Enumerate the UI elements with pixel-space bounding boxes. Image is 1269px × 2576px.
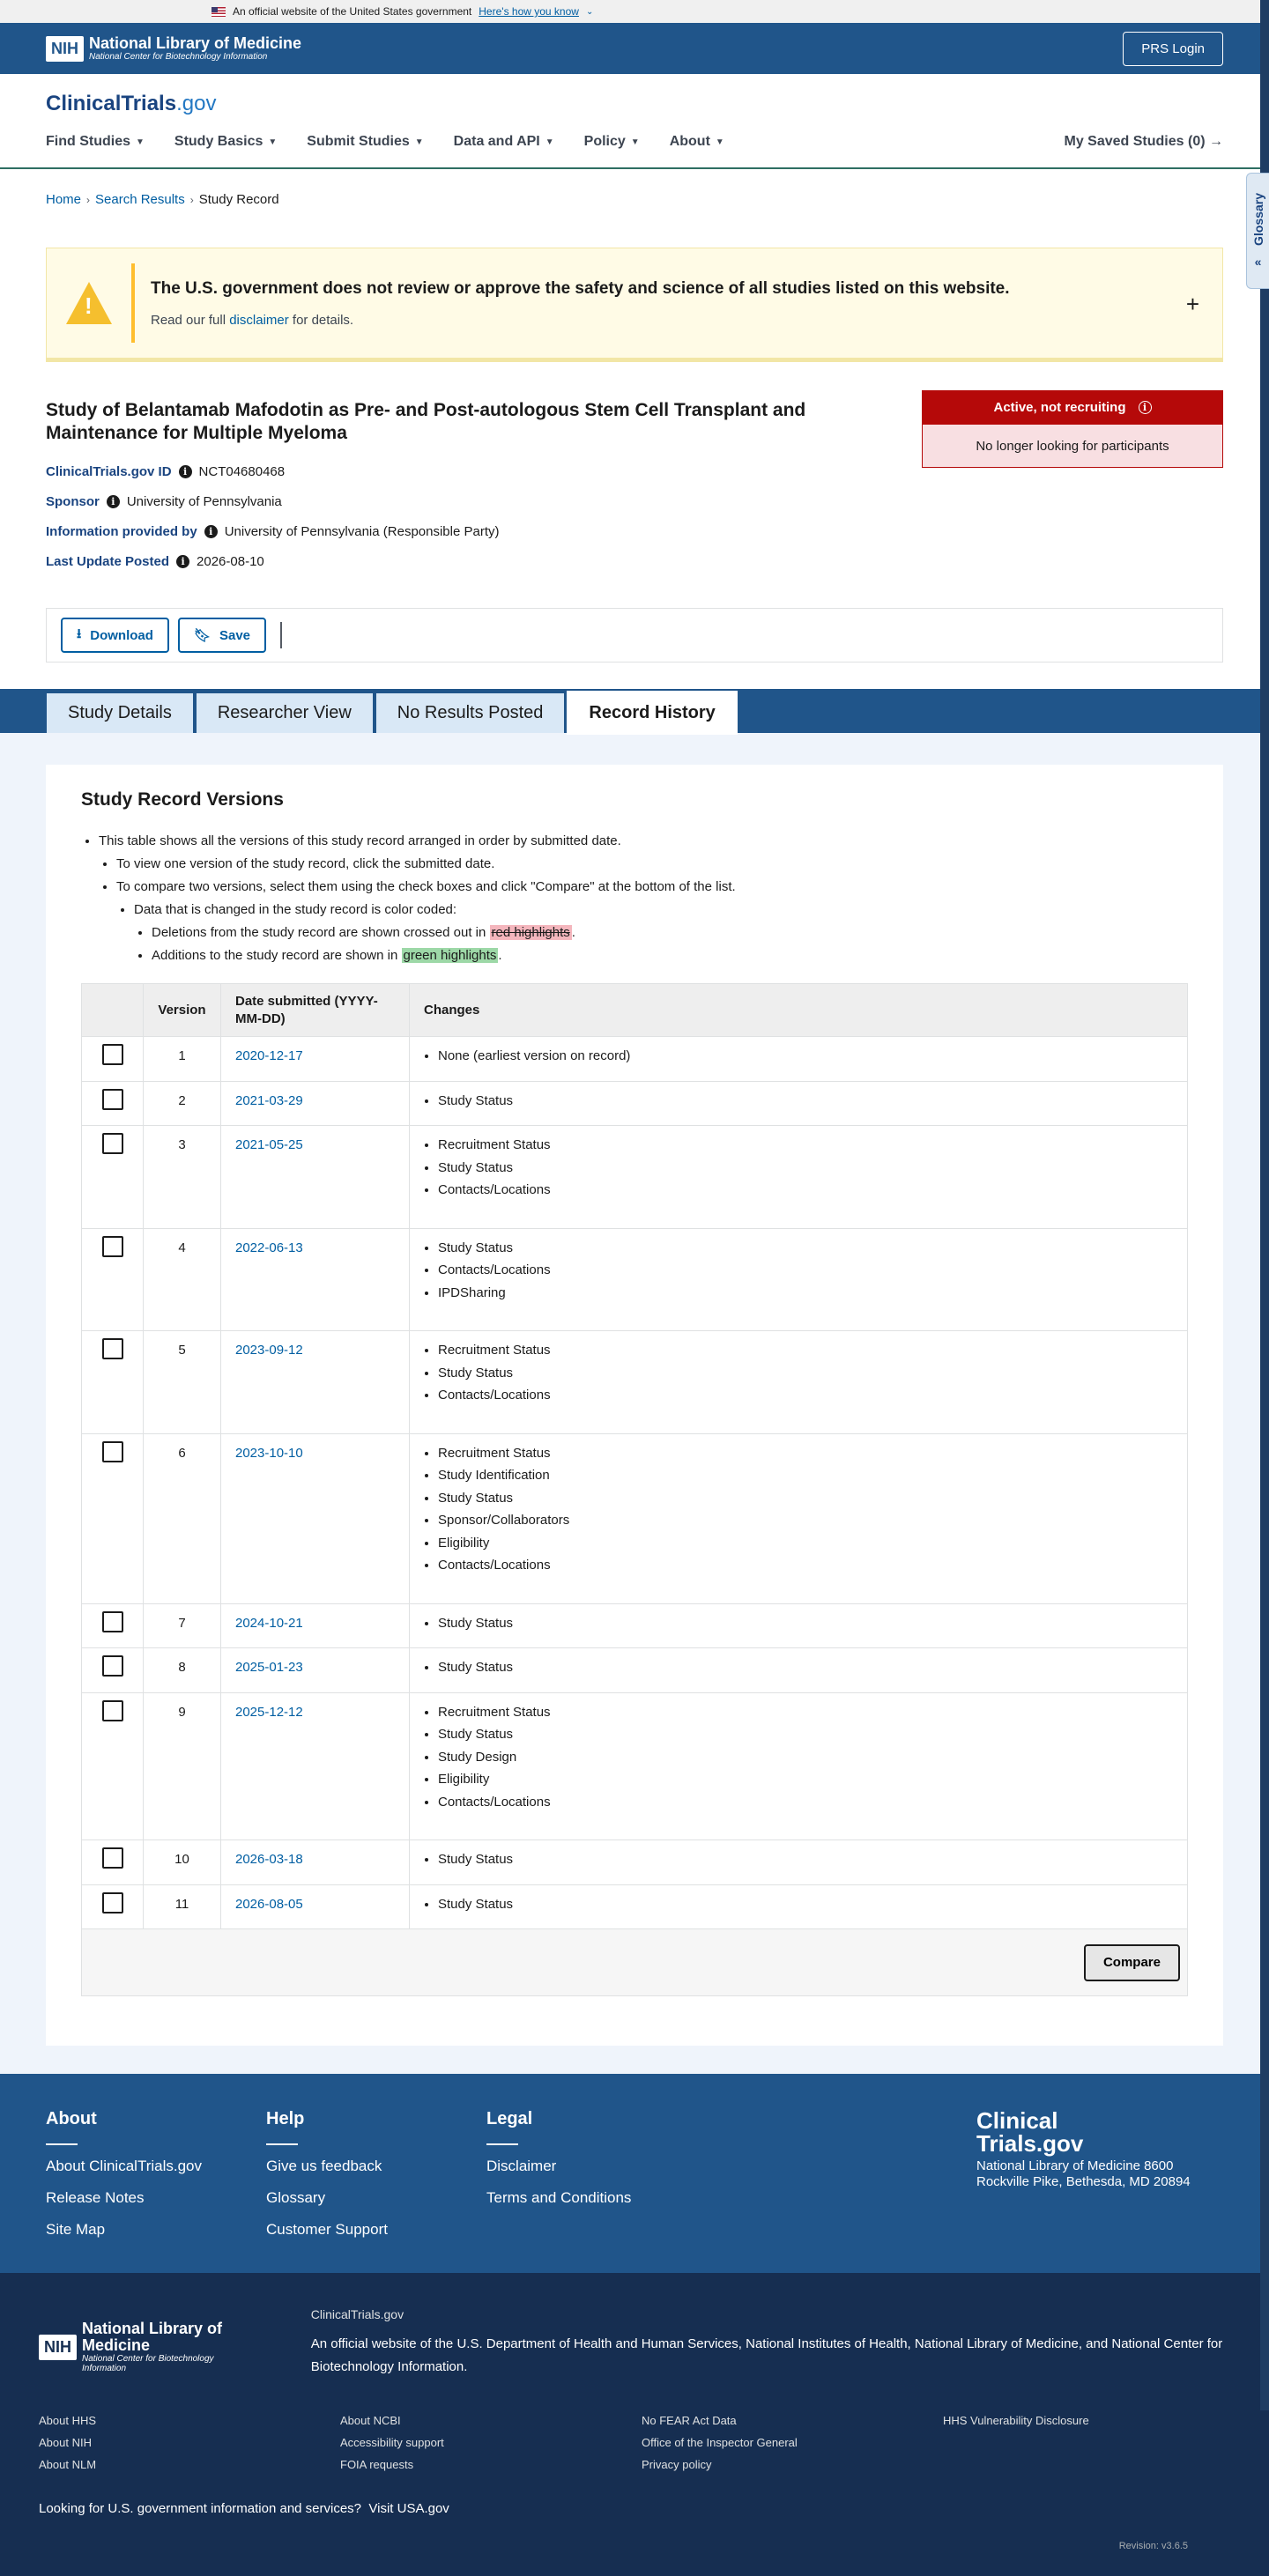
- recruitment-status: [922, 390, 1223, 569]
- change-item: • Contacts/Locations: [438, 1259, 1173, 1282]
- change-item: • Recruitment Status: [438, 1339, 1173, 1362]
- version-number: 1: [144, 1037, 221, 1082]
- clinicaltrials-logo[interactable]: [46, 74, 1223, 116]
- changes-cell: [410, 1884, 1188, 1929]
- footer-about: [46, 2109, 266, 2247]
- nav-label: Submit Studies: [307, 134, 410, 149]
- meta-sponsor: [46, 494, 839, 509]
- logo-main: ClinicalTrials: [46, 92, 177, 115]
- red-highlight-sample: red highlights: [491, 925, 570, 940]
- footer-logo-line: Clinical: [976, 2107, 1058, 2134]
- official-text: An official website of the: [310, 2336, 457, 2351]
- change-item: • Study Identification: [438, 1464, 1173, 1487]
- nav-label: About: [669, 134, 710, 149]
- footer-link[interactable]: Privacy policy: [642, 2458, 712, 2471]
- change-item: • Study Status: [438, 1723, 1173, 1746]
- footer-link[interactable]: About NLM: [39, 2458, 97, 2471]
- date-cell: [221, 1126, 410, 1229]
- alert-title: The U.S. government does not review or approve the safety and science of all studies listed on this website.: [151, 278, 1010, 298]
- table-row: [82, 1884, 1188, 1929]
- save-label: Save: [219, 627, 251, 643]
- nav-label: Data and API: [453, 134, 540, 149]
- status-subtext: No longer looking for participants: [922, 424, 1223, 468]
- nlm-logo[interactable]: [46, 35, 301, 62]
- saved-label: My Saved Studies (0): [1064, 134, 1206, 149]
- versions-heading: Study Record Versions: [81, 789, 284, 810]
- footer-link[interactable]: About NIH: [39, 2436, 92, 2449]
- breadcrumb-current: Study Record: [198, 192, 279, 207]
- nlm-title: National Library of Medicine: [82, 2320, 223, 2354]
- study-tabs: [0, 689, 1269, 733]
- tab-no-results-posted[interactable]: No Results Posted: [375, 692, 566, 733]
- footer-link[interactable]: About NCBI: [340, 2414, 401, 2427]
- note-item: • To view one version of the study record, click the submitted date.: [116, 853, 1188, 876]
- change-item: • Study Status: [438, 1487, 1173, 1510]
- change-item: • Eligibility: [438, 1532, 1173, 1555]
- note-item: [152, 922, 1188, 944]
- change-item: • Study Status: [438, 1090, 1173, 1113]
- row-checkbox[interactable]: [102, 1847, 123, 1869]
- row-select-cell: [82, 1126, 144, 1229]
- chevron-down-icon: ▼: [630, 137, 640, 147]
- date-cell: [221, 1081, 410, 1126]
- ncbi-link[interactable]: National Center for Biotechnology Information: [310, 2336, 1223, 2374]
- nlm-subtitle: National Center for Biotechnology Information: [89, 52, 268, 62]
- row-checkbox[interactable]: [102, 1611, 123, 1632]
- row-select-cell: [82, 1228, 144, 1331]
- changes-cell: [410, 1692, 1188, 1840]
- nih-link[interactable]: National Institutes of Health: [746, 2336, 908, 2351]
- changes-cell: [410, 1126, 1188, 1229]
- table-row: [82, 1331, 1188, 1434]
- change-item: • Sponsor/Collaborators: [438, 1509, 1173, 1532]
- changes-cell: [410, 1603, 1188, 1648]
- nav-submit-studies[interactable]: [307, 134, 423, 150]
- right-edge-strip: [1260, 0, 1269, 2410]
- row-select-cell: [82, 1433, 144, 1603]
- info-icon[interactable]: i: [107, 495, 120, 508]
- row-checkbox[interactable]: [102, 1044, 123, 1065]
- change-item: • Study Status: [438, 1157, 1173, 1180]
- table-row: [82, 1228, 1188, 1331]
- table-row: [82, 1692, 1188, 1840]
- revision-label: Revision: v3.6.5: [1118, 2541, 1188, 2551]
- nlm-footer: [0, 2273, 1269, 2576]
- version-number: 6: [144, 1433, 221, 1603]
- table-footer: [81, 1929, 1188, 1996]
- alert-text-after: for details.: [288, 312, 354, 328]
- breadcrumb-search-results[interactable]: Search Results: [95, 192, 185, 207]
- change-item: • Contacts/Locations: [438, 1384, 1173, 1407]
- row-select-cell: [82, 1692, 144, 1840]
- change-item: • Contacts/Locations: [438, 1554, 1173, 1577]
- alert-text-before: Read our full: [151, 312, 230, 328]
- row-checkbox[interactable]: [102, 1338, 123, 1359]
- table-row: [82, 1648, 1188, 1693]
- info-icon[interactable]: i: [176, 555, 189, 568]
- table-row: [82, 1603, 1188, 1648]
- date-cell: [221, 1648, 410, 1693]
- change-item: • Study Design: [438, 1746, 1173, 1769]
- gov-banner: [0, 0, 1269, 23]
- tab-record-history[interactable]: Record History: [567, 691, 737, 735]
- nlm-title: National Library of Medicine: [89, 34, 302, 52]
- row-select-cell: [82, 1884, 144, 1929]
- version-number: 7: [144, 1603, 221, 1648]
- change-item: • Contacts/Locations: [438, 1791, 1173, 1814]
- row-checkbox[interactable]: [102, 1892, 123, 1913]
- footer-link[interactable]: Disclaimer: [486, 2158, 557, 2174]
- table-row: [82, 1081, 1188, 1126]
- versions-table: [81, 983, 1188, 1929]
- changes-cell: [410, 1037, 1188, 1082]
- version-number: 3: [144, 1126, 221, 1229]
- site-footer: [0, 2074, 1269, 2273]
- footer-address: National Library of Medicine 8600 Rockville Pike, Bethesda, MD 20894: [976, 2158, 1191, 2189]
- chevron-down-icon: ▼: [414, 137, 424, 147]
- green-highlight-sample: green highlights: [403, 948, 497, 963]
- note-text: .: [498, 948, 502, 963]
- alert-text: [151, 313, 1010, 328]
- main-content: [0, 733, 1269, 2074]
- version-number: 9: [144, 1692, 221, 1840]
- save-button[interactable]: [178, 618, 266, 653]
- nlm-link[interactable]: National Library of Medicine: [914, 2336, 1079, 2351]
- breadcrumb: [0, 192, 1269, 207]
- change-item: • Eligibility: [438, 1768, 1173, 1791]
- footer-link[interactable]: HHS Vulnerability Disclosure: [943, 2414, 1089, 2427]
- status-label: Active, not recruiting: [993, 399, 1126, 415]
- disclaimer-link[interactable]: disclaimer: [229, 312, 289, 328]
- chevron-right-icon: ›: [189, 193, 194, 206]
- note-text: Deletions from the study record are shown crossed out in: [152, 925, 490, 940]
- nih-logo-icon: NIH: [39, 2335, 77, 2360]
- table-row: [82, 1037, 1188, 1082]
- info-icon[interactable]: i: [204, 525, 218, 538]
- nav-about[interactable]: [670, 134, 724, 150]
- change-item: • Study Status: [438, 1893, 1173, 1916]
- expand-plus-icon[interactable]: +: [1185, 291, 1199, 317]
- nav-label: Find Studies: [46, 134, 130, 149]
- footer-link[interactable]: FOIA requests: [340, 2458, 414, 2471]
- footer-link[interactable]: Glossary: [266, 2189, 326, 2206]
- change-item: • Study Status: [438, 1848, 1173, 1871]
- row-select-cell: [82, 1648, 144, 1693]
- row-checkbox[interactable]: [102, 1441, 123, 1462]
- meta-value: University of Pennsylvania (Responsible Party): [224, 524, 500, 539]
- usa-gov-line: [39, 2501, 1230, 2516]
- footer-link[interactable]: Site Map: [46, 2221, 106, 2238]
- changes-cell: [410, 1648, 1188, 1693]
- note-item: • Data that is changed in the study record is color coded:: [134, 899, 1188, 922]
- row-checkbox[interactable]: [102, 1700, 123, 1721]
- row-select-cell: [82, 1603, 144, 1648]
- table-row: [82, 1840, 1188, 1885]
- version-date-link[interactable]: 2025-12-12: [235, 1704, 303, 1720]
- changes-cell: [410, 1081, 1188, 1126]
- disclaimer-alert: [46, 248, 1223, 362]
- my-saved-studies-link[interactable]: [1065, 134, 1224, 150]
- versions-card: [46, 765, 1223, 2046]
- nav-label: Policy: [583, 134, 626, 149]
- chevron-down-icon: ▼: [545, 137, 554, 147]
- warning-icon: !: [66, 282, 112, 324]
- heres-how-you-know-link[interactable]: Here's how you know: [479, 5, 579, 18]
- download-button[interactable]: [61, 618, 169, 653]
- versions-table-body: [82, 1037, 1188, 1929]
- nlm-subtitle: National Center for Biotechnology Information: [82, 2354, 214, 2373]
- gov-banner-text: An official website of the United States government: [233, 5, 472, 18]
- tab-study-details[interactable]: Study Details: [46, 692, 194, 733]
- date-cell: [221, 1433, 410, 1603]
- nih-logo-icon: NIH: [46, 36, 84, 62]
- us-flag-icon: [212, 7, 226, 17]
- note-item: • To compare two versions, select them using the check boxes and click "Compare" at the bottom of the list.: [116, 876, 1188, 899]
- footer-link[interactable]: Give us feedback: [266, 2158, 382, 2174]
- meta-label: Information provided by: [46, 524, 197, 539]
- study-title: Study of Belantamab Mafodotin as Pre- and Post-autologous Stem Cell Transplant and Maintenance for Multiple Myeloma: [46, 400, 806, 443]
- footer-link[interactable]: About ClinicalTrials.gov: [46, 2158, 202, 2174]
- action-bar: [46, 608, 1223, 663]
- chevron-down-icon: ▼: [715, 137, 724, 147]
- official-text: , and: [1078, 2336, 1112, 2351]
- divider: [280, 622, 282, 648]
- meta-provided-by: [46, 524, 839, 539]
- table-row: [82, 1433, 1188, 1603]
- tab-researcher-view[interactable]: Researcher View: [196, 692, 374, 733]
- footer-logo[interactable]: [976, 2109, 1223, 2155]
- version-date-link[interactable]: 2021-03-29: [235, 1092, 303, 1108]
- version-number: 11: [144, 1884, 221, 1929]
- meta-label: Last Update Posted: [46, 554, 170, 569]
- date-cell: [221, 1884, 410, 1929]
- changes-cell: [410, 1228, 1188, 1331]
- date-cell: [221, 1603, 410, 1648]
- note-text: Additions to the study record are shown in: [152, 948, 402, 963]
- changes-cell: [410, 1433, 1188, 1603]
- col-version: Version: [144, 984, 221, 1037]
- col-date: Date submitted (YYYY-MM-DD): [221, 984, 410, 1037]
- footer-link[interactable]: Release Notes: [46, 2189, 145, 2206]
- date-cell: [221, 1228, 410, 1331]
- row-select-cell: [82, 1840, 144, 1885]
- footer-heading: Help: [266, 2109, 305, 2128]
- note-item: • This table shows all the versions of this study record arranged in order by submitted date.: [99, 830, 1188, 853]
- footer-heading: About: [46, 2109, 97, 2128]
- info-icon[interactable]: i: [179, 465, 192, 478]
- footer-link[interactable]: Customer Support: [266, 2221, 388, 2238]
- footer-heading: Legal: [486, 2109, 533, 2128]
- col-select: [82, 984, 144, 1037]
- nav-data-and-api[interactable]: [454, 134, 554, 150]
- row-select-cell: [82, 1037, 144, 1082]
- compare-button[interactable]: Compare: [1084, 1944, 1180, 1981]
- version-number: 10: [144, 1840, 221, 1885]
- versions-notes: [81, 830, 1188, 967]
- version-date-link[interactable]: 2023-09-12: [235, 1343, 303, 1358]
- site-header: [0, 74, 1269, 169]
- table-row: [82, 1126, 1188, 1229]
- nlm-header: [0, 23, 1269, 74]
- changes-cell: [410, 1331, 1188, 1434]
- change-item: • Study Status: [438, 1362, 1173, 1385]
- changes-cell: [410, 1840, 1188, 1885]
- meta-label: ClinicalTrials.gov ID: [46, 464, 172, 479]
- nav-policy[interactable]: [584, 134, 640, 150]
- download-icon: ⭳: [77, 625, 82, 641]
- meta-id: [46, 464, 839, 479]
- version-number: 8: [144, 1648, 221, 1693]
- glossary-tab[interactable]: [1246, 173, 1269, 289]
- logo-suffix: .gov: [176, 92, 217, 115]
- chevron-down-icon: ▼: [268, 137, 278, 147]
- meta-value: 2026-08-10: [197, 554, 264, 569]
- change-item: • Recruitment Status: [438, 1701, 1173, 1724]
- change-item: • IPDSharing: [438, 1282, 1173, 1305]
- footer-legal: [486, 2109, 707, 2247]
- info-icon[interactable]: i: [1139, 401, 1152, 414]
- double-chevron-left-icon: «: [1254, 254, 1262, 269]
- bookmark-icon: 🔖︎: [193, 628, 211, 643]
- footer-site-name: ClinicalTrials.gov: [310, 2307, 404, 2321]
- meta-label: Sponsor: [46, 494, 100, 509]
- footer-link[interactable]: About HHS: [39, 2414, 97, 2427]
- change-item: • Recruitment Status: [438, 1134, 1173, 1157]
- footer-help: [266, 2109, 486, 2247]
- main-nav: [46, 116, 1223, 167]
- row-checkbox[interactable]: [102, 1655, 123, 1677]
- footer-logo-line: Trials.gov: [976, 2130, 1084, 2157]
- meta-value: University of Pennsylvania: [126, 494, 282, 509]
- chevron-down-icon: ⌄: [585, 6, 594, 17]
- usa-gov-link[interactable]: Visit USA.gov: [368, 2501, 449, 2516]
- footer-link[interactable]: Accessibility support: [340, 2436, 444, 2449]
- footer-link[interactable]: Terms and Conditions: [486, 2189, 632, 2206]
- footer-link-grid: [39, 2414, 1230, 2471]
- version-date-link[interactable]: 2026-03-18: [235, 1852, 303, 1867]
- version-number: 2: [144, 1081, 221, 1126]
- date-cell: [221, 1692, 410, 1840]
- change-item: • Study Status: [438, 1237, 1173, 1260]
- row-checkbox[interactable]: [102, 1236, 123, 1257]
- footer-brand: [976, 2109, 1223, 2247]
- nav-label: Study Basics: [174, 134, 263, 149]
- row-checkbox[interactable]: [102, 1089, 123, 1110]
- hhs-link[interactable]: U.S. Department of Health and Human Services: [456, 2336, 738, 2351]
- nlm-footer-logo[interactable]: [39, 2321, 258, 2373]
- row-checkbox[interactable]: [102, 1133, 123, 1154]
- chevron-right-icon: ›: [86, 193, 91, 206]
- date-cell: [221, 1037, 410, 1082]
- version-number: 4: [144, 1228, 221, 1331]
- download-label: Download: [90, 627, 153, 643]
- glossary-label: Glossary: [1250, 193, 1265, 246]
- version-date-link[interactable]: 2024-10-21: [235, 1615, 303, 1631]
- change-item: • None (earliest version on record): [438, 1045, 1173, 1068]
- footer-link[interactable]: Office of the Inspector General: [642, 2436, 798, 2449]
- row-select-cell: [82, 1081, 144, 1126]
- nav-find-studies[interactable]: [46, 134, 145, 150]
- official-website-text: ClinicalTrials.gov An official website of the U.S. Department of Health and Human Services, National Institutes of Health, National Library of Medicine, and National Center for Biotechnology Information.: [311, 2303, 1230, 2379]
- usa-text: Looking for U.S. government information and services?: [39, 2501, 362, 2516]
- version-number: 5: [144, 1331, 221, 1434]
- version-date-link[interactable]: 2026-08-05: [235, 1896, 303, 1912]
- version-date-link[interactable]: 2022-06-13: [235, 1240, 303, 1255]
- nav-study-basics[interactable]: [174, 134, 277, 150]
- col-changes: Changes: [410, 984, 1188, 1037]
- row-select-cell: [82, 1331, 144, 1434]
- arrow-right-icon: →: [1209, 134, 1223, 149]
- change-item: • Study Status: [438, 1612, 1173, 1635]
- version-date-link[interactable]: 2023-10-10: [235, 1445, 303, 1461]
- version-date-link[interactable]: 2025-01-23: [235, 1660, 303, 1675]
- study-header: [0, 399, 1269, 569]
- date-cell: [221, 1840, 410, 1885]
- date-cell: [221, 1331, 410, 1434]
- status-badge: [922, 390, 1223, 424]
- note-text: .: [571, 925, 575, 940]
- change-item: • Study Status: [438, 1656, 1173, 1679]
- breadcrumb-home[interactable]: Home: [46, 192, 82, 207]
- prs-login-button[interactable]: PRS Login: [1123, 32, 1223, 66]
- chevron-down-icon: ▼: [136, 137, 145, 147]
- version-date-link[interactable]: 2020-12-17: [235, 1048, 303, 1063]
- footer-link[interactable]: No FEAR Act Data: [642, 2414, 737, 2427]
- version-date-link[interactable]: 2021-05-25: [235, 1137, 303, 1152]
- change-item: • Contacts/Locations: [438, 1179, 1173, 1202]
- change-item: • Recruitment Status: [438, 1442, 1173, 1465]
- meta-last-update: [46, 554, 839, 569]
- meta-value: NCT04680468: [198, 464, 286, 479]
- note-item: [152, 944, 1188, 967]
